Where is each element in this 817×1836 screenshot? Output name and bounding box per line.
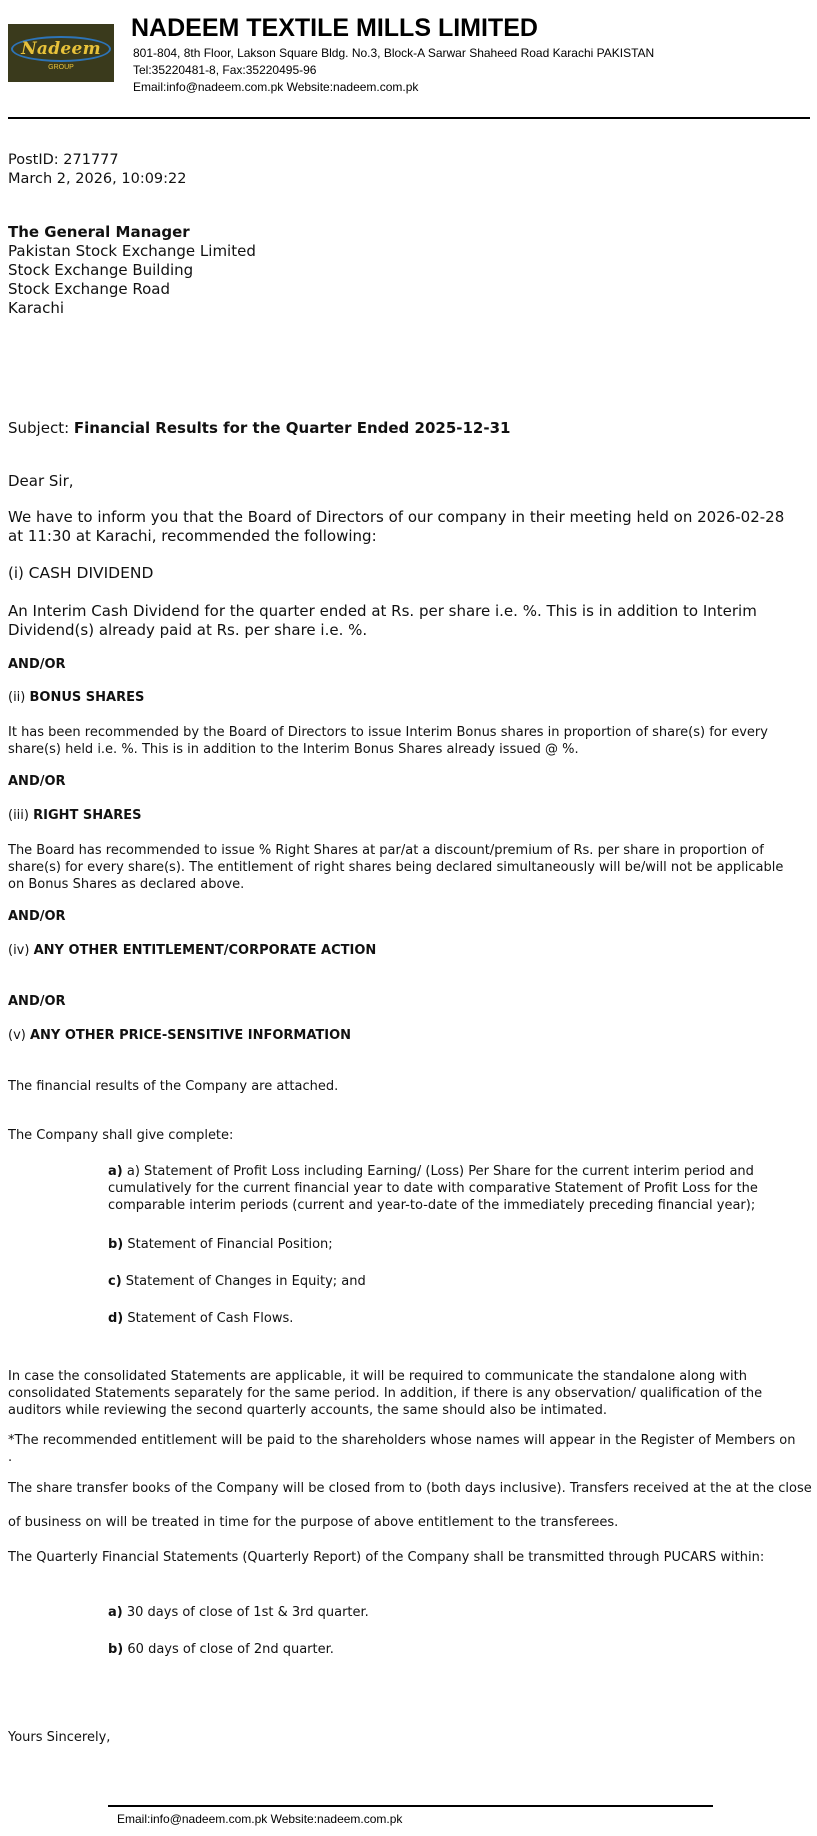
and-or-label: AND/OR [8, 657, 66, 672]
consolidated-statements-text: In case the consolidated Statements are applicable, it will be required to communicate the standalone along with consolidated Statements separately for the same period. In addition, if there is any observation/ qualification of the auditors while reviewing the second quarterly accounts, the same should also be intimated. [8, 1369, 763, 1418]
post-id: PostID: 271777 [8, 152, 119, 168]
section-right-shares [8, 808, 141, 823]
section-cash-dividend [8, 564, 153, 582]
section-title: ANY OTHER ENTITLEMENT/CORPORATE ACTION [33, 943, 377, 958]
company-logo [8, 24, 114, 82]
subject-text: Financial Results for the Quarter Ended 2025-12-31 [73, 419, 511, 437]
list-item-text: Statement of Financial Position; [127, 1237, 333, 1252]
subject-line [8, 419, 510, 437]
recipient-line: Pakistan Stock Exchange Limited [8, 242, 256, 260]
and-or-label: AND/OR [8, 994, 66, 1009]
section-price-sensitive [8, 1028, 351, 1043]
footer-divider [108, 1805, 713, 1807]
recipient-title: The General Manager [8, 223, 190, 241]
list-item [108, 1273, 798, 1290]
section-title: RIGHT SHARES [33, 808, 142, 823]
list-item-text: Statement of Cash Flows. [127, 1311, 294, 1326]
section-number: (iii) [8, 808, 29, 823]
list-item-text: a) Statement of Profit Loss including Earning/ (Loss) Per Share for the current interim period and cumulatively for the current financial year to date with comparative Statement of Profit Loss for the comparable interim periods (current and year-to-date of the immediately preceding financial year); [108, 1164, 758, 1213]
section-bonus-shares [8, 690, 144, 705]
list-item-label: b) [108, 1237, 124, 1252]
list-item-text: 60 days of close of 2nd quarter. [127, 1642, 334, 1657]
and-or-label: AND/OR [8, 909, 66, 924]
transfer-books-text-cont: of business on will be treated in time for the purpose of above entitlement to the transferees. [8, 1515, 619, 1530]
section-title: ANY OTHER PRICE-SENSITIVE INFORMATION [29, 1028, 352, 1043]
list-item-label: d) [108, 1311, 124, 1326]
section-number: (iv) [8, 943, 30, 958]
entitlement-note: *The recommended entitlement will be paid to the shareholders whose names will appear in the Register of Members on . [8, 1433, 796, 1465]
company-name: NADEEM TEXTILE MILLS LIMITED [131, 14, 538, 42]
list-item [108, 1604, 798, 1621]
list-item-text: Statement of Changes in Equity; and [125, 1274, 366, 1289]
company-address: 801-804, 8th Floor, Lakson Square Bldg. No.3, Block-A Sarwar Shaheed Road Karachi PAKISTAN [133, 46, 655, 60]
bonus-shares-text: It has been recommended by the Board of Directors to issue Interim Bonus shares in proportion of share(s) for every share(s) held i.e. %. This is in addition to the Interim Bonus Shares already issued @ %. [8, 725, 768, 757]
intro-paragraph: We have to inform you that the Board of Directors of our company in their meeting held on 2026-02-28 at 11:30 at Karachi, recommended the following: [8, 508, 785, 545]
subject-label: Subject: [8, 419, 70, 437]
cash-dividend-text: An Interim Cash Dividend for the quarter ended at Rs. per share i.e. %. This is in addition to Interim Dividend(s) already paid at Rs. per share i.e. %. [8, 602, 757, 639]
list-item-text: 30 days of close of 1st & 3rd quarter. [126, 1605, 369, 1620]
list-item [108, 1310, 798, 1327]
quarterly-report-text: The Quarterly Financial Statements (Quarterly Report) of the Company shall be transmitted through PUCARS within: [8, 1550, 765, 1565]
list-item-label: a) [108, 1605, 123, 1620]
recipient-line: Stock Exchange Building [8, 261, 194, 279]
post-datetime: March 2, 2026, 10:09:22 [8, 171, 187, 187]
closing-text: Yours Sincerely, [8, 1730, 111, 1745]
section-number: (i) [8, 564, 24, 582]
list-item-label: a) [108, 1164, 123, 1179]
footer-email-website: Email:info@nadeem.com.pk Website:nadeem.com.pk [117, 1812, 403, 1826]
recipient-line: Karachi [8, 299, 65, 317]
logo-subtext: GROUP [48, 63, 74, 71]
list-item [108, 1236, 798, 1253]
company-phone-fax: Tel:35220481-8, Fax:35220495-96 [133, 63, 317, 77]
recipient-line: Stock Exchange Road [8, 280, 170, 298]
give-complete-text: The Company shall give complete: [8, 1128, 234, 1143]
list-item [108, 1163, 798, 1214]
section-number: (ii) [8, 690, 26, 705]
section-number: (v) [8, 1028, 26, 1043]
section-title: BONUS SHARES [29, 690, 145, 705]
section-title: CASH DIVIDEND [28, 564, 154, 582]
company-email-website: Email:info@nadeem.com.pk Website:nadeem.com.pk [133, 80, 419, 94]
and-or-label: AND/OR [8, 774, 66, 789]
list-item [108, 1641, 798, 1658]
header-divider [8, 117, 810, 119]
right-shares-text: The Board has recommended to issue % Right Shares at par/at a discount/premium of Rs. per share in proportion of share(s) for every share(s). The entitlement of right shares being declared simultaneously will be/will not be applicable on Bonus Shares as declared above. [8, 843, 784, 892]
salutation: Dear Sir, [8, 472, 74, 490]
results-attached-text: The financial results of the Company are attached. [8, 1079, 339, 1094]
list-item-label: b) [108, 1642, 124, 1657]
section-other-entitlement [8, 943, 376, 958]
transfer-books-text: The share transfer books of the Company will be closed from to (both days inclusive). Transfers received at the at the close [8, 1481, 812, 1496]
logo-wordmark: Nadeem [11, 36, 111, 62]
list-item-label: c) [108, 1274, 122, 1289]
